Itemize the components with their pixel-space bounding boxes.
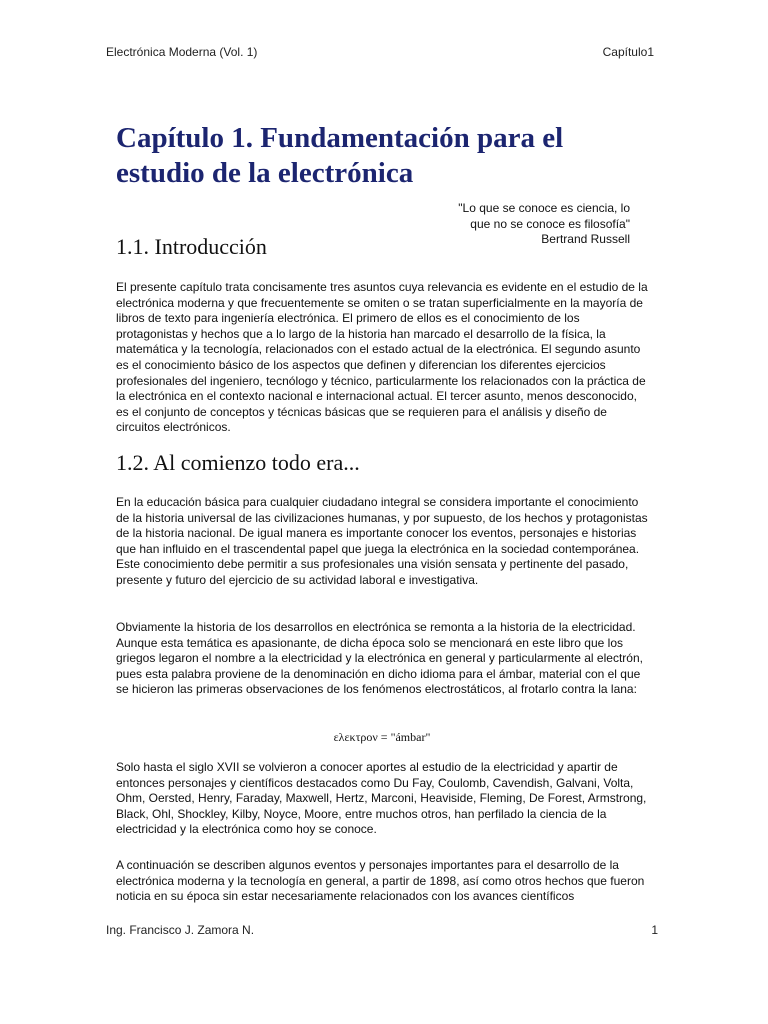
page-number: 1 xyxy=(651,923,658,937)
section-heading-introduccion: 1.1. Introducción xyxy=(116,234,267,259)
running-header-chapter: Capítulo1 xyxy=(602,45,654,59)
paragraph-siglo-xvii: Solo hasta el siglo XVII se volvieron a conocer aportes al estudio de la electricidad y apartir de entonces personajes y científicos destacados como Du Fay, Coulomb, Cavendish, Galvani, Volta, Ohm, Oersted, Henry, Faraday, Maxwell, Hertz, Marconi, Heaviside, Fleming, De Forest, Armstrong, Black, Ohl, Shockley, Kilby, Noyce, Moore, entre muchos otros, han perfilado la ciencia de la electricidad y la electrónica como hoy se conoce. xyxy=(116,760,647,837)
footer-author: Ing. Francisco J. Zamora N. xyxy=(106,923,255,937)
paragraph-educacion: En la educación básica para cualquier ciudadano integral se considera importante el conocimiento de la historia universal de las civilizaciones humanas, y por supuesto, de los hechos y protagonistas de la historia nacional. De igual manera es importante conocer los eventos, personajes e historias que han influido en el trascendental papel que juega la electrónica en la sociedad contemporánea. Este conocimiento debe permitir a sus profesionales una visión sensata y pertinente del pasado, presente y futuro del ejercicio de su actividad laboral e investigativa. xyxy=(116,495,648,587)
quote-line-2: que no se conoce es filosofía" xyxy=(470,216,630,231)
greek-word-amber: ελεκτρον = "ámbar" xyxy=(333,730,431,744)
paragraph-a-continuacion: A continuación se describen algunos eventos y personajes importantes para el desarrollo de la electrónica moderna y la tecnología en general, a partir de 1898, así como otros hechos que fueron noticia en su época sin estar necesariamente relacionados con los avances científicos xyxy=(116,858,645,904)
paragraph-historia-electricidad: Obviamente la historia de los desarrollos en electrónica se remonta a la historia de la electricidad. Aunque esta temática es apasionante, de dicha época solo se mencionará en este libro que los griegos legaron el nombre a la electricidad y la electrónica en general y particularmente al electrón, pues esta palabra proviene de la denominación en dicho idioma para el ámbar, material con el que se hicieron las primeras observaciones de los fenómenos electrostáticos, al frotarlo contra la lana: xyxy=(116,620,643,697)
chapter-title: Capítulo 1. Fundamentación para el estudio de la electrónica xyxy=(116,122,564,189)
section-heading-al-comienzo: 1.2. Al comienzo todo era... xyxy=(116,450,360,475)
quote-author: Bertrand Russell xyxy=(541,232,630,246)
quote-line-1: "Lo que se conoce es ciencia, lo xyxy=(458,201,630,215)
running-header-title: Electrónica Moderna (Vol. 1) xyxy=(106,45,258,59)
epigraph-quote xyxy=(370,201,630,248)
paragraph-introduccion: El presente capítulo trata concisamente tres asuntos cuya relevancia es evidente en el estudio de la electrónica moderna y que frecuentemente se omiten o se tratan superficialmente en la mayoría de libros de texto para ingeniería electrónica. El primero de ellos es el conocimiento de los protagonistas y hechos que a lo largo de la historia han marcado el desarrollo de la física, la matemática y la tecnología, relacionados con el estado actual de la electrónica. El segundo asunto es el conocimiento básico de los aspectos que definen y diferencian los diferentes ejercicios profesionales del ingeniero, tecnólogo y técnico, particularmente los relacionados con la práctica de la electrónica en el contexto nacional e internacional actual. El tercer asunto, menos desconocido, es el conjunto de conceptos y técnicas básicas que se requieren para el análisis y diseño de circuitos electrónicos. xyxy=(116,280,648,435)
